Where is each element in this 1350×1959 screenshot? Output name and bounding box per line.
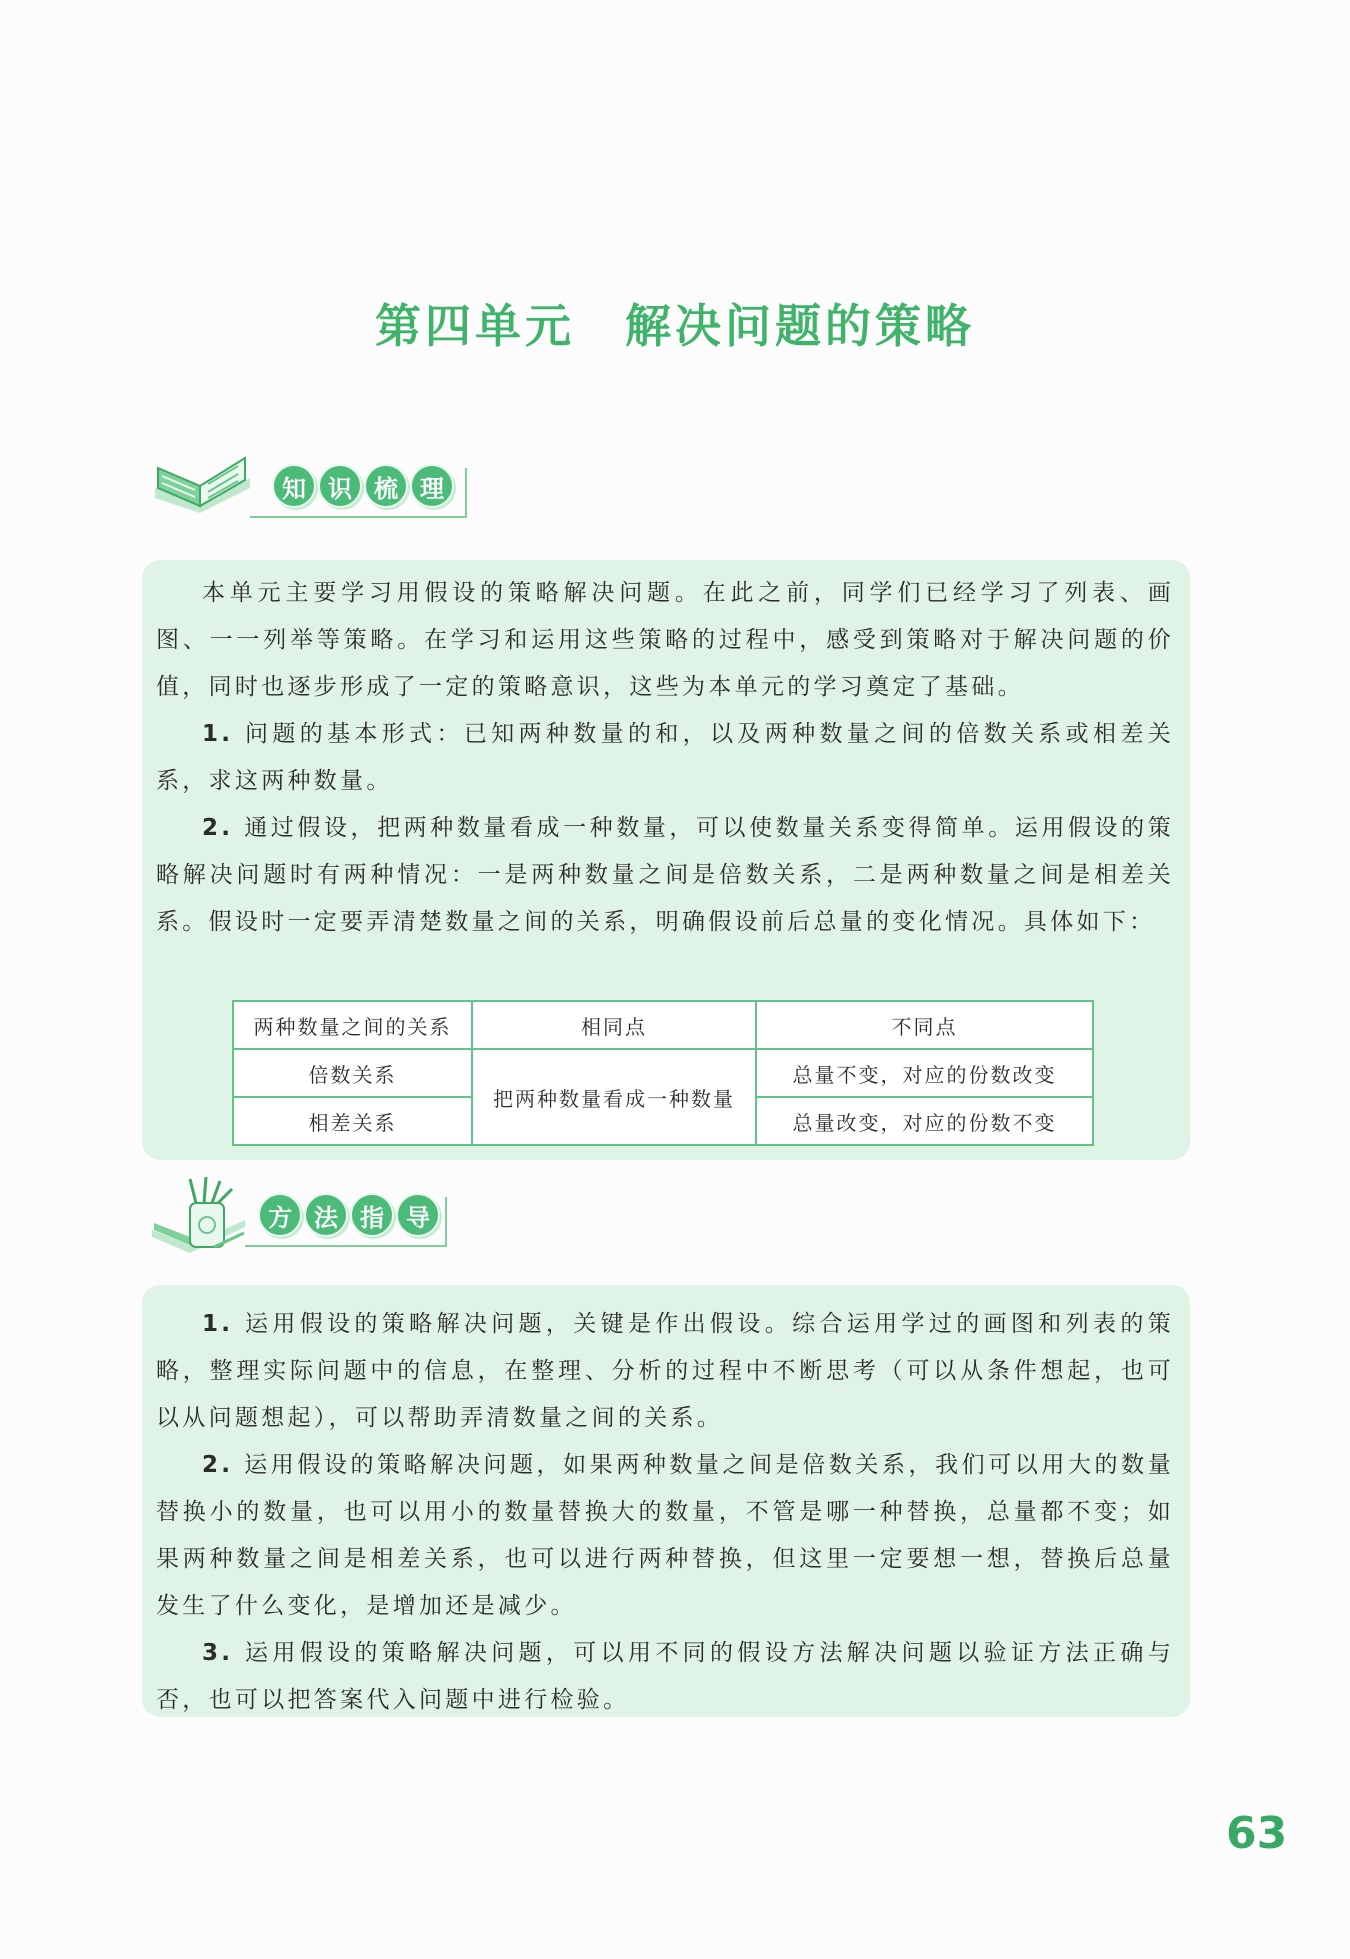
badge-char: 法 (304, 1193, 348, 1237)
page-number: 63 (1226, 1808, 1288, 1859)
method-point-1 (156, 1301, 1174, 1442)
badge-char: 理 (410, 464, 454, 508)
method-panel (142, 1285, 1190, 1717)
knowledge-panel (142, 560, 1190, 1160)
badge-char: 导 (396, 1193, 440, 1237)
pencil-cup-icon (150, 1175, 250, 1265)
knowledge-section-header (150, 448, 470, 538)
knowledge-point-2 (156, 805, 1174, 946)
point-text: 运用假设的策略解决问题，关键是作出假设。综合运用学过的画图和列表的策略，整理实际问题中的信息，在整理、分析的过程中不断思考（可以从条件想起，也可以从问题想起），可以帮助弄清数量之间的关系。 (156, 1311, 1174, 1431)
badge-char: 指 (350, 1193, 394, 1237)
open-book-icon (150, 448, 260, 528)
table-header: 两种数量之间的关系 (233, 1001, 472, 1049)
point-text: 通过假设，把两种数量看成一种数量，可以使数量关系变得简单。运用假设的策略解决问题时有两种情况：一是两种数量之间是倍数关系，二是两种数量之间是相差关系。假设时一定要弄清楚数量之间的关系，明确假设前后总量的变化情况。具体如下： (156, 815, 1174, 935)
relation-table (232, 1000, 1094, 1146)
badge-char: 识 (318, 464, 362, 508)
point-text: 运用假设的策略解决问题，如果两种数量之间是倍数关系，我们可以用大的数量替换小的数量，也可以用小的数量替换大的数量，不管是哪一种替换，总量都不变；如果两种数量之间是相差关系，也可以进行两种替换，但这里一定要想一想，替换后总量发生了什么变化，是增加还是减少。 (156, 1452, 1174, 1619)
knowledge-intro: 本单元主要学习用假设的策略解决问题。在此之前，同学们已经学习了列表、画图、一一列举等策略。在学习和运用这些策略的过程中，感受到策略对于解决问题的价值，同时也逐步形成了一定的策略意识，这些为本单元的学习奠定了基础。 (156, 580, 1174, 700)
knowledge-badges (272, 464, 454, 508)
table-cell-difference: 总量改变，对应的份数不变 (756, 1097, 1093, 1145)
table-header: 不同点 (756, 1001, 1093, 1049)
table-cell-relation: 倍数关系 (233, 1049, 472, 1097)
table-cell-difference: 总量不变，对应的份数改变 (756, 1049, 1093, 1097)
unit-title: 第四单元 解决问题的策略 (375, 299, 975, 353)
point-number: 1. (202, 1311, 234, 1337)
point-number: 2. (202, 815, 234, 841)
knowledge-point-1 (156, 711, 1174, 805)
badge-char: 梳 (364, 464, 408, 508)
badge-char: 方 (258, 1193, 302, 1237)
table-header: 相同点 (472, 1001, 756, 1049)
point-number: 2. (202, 1452, 234, 1478)
table-row (233, 1049, 1093, 1097)
point-number: 3. (202, 1640, 234, 1666)
badge-char: 知 (272, 464, 316, 508)
method-section-header (150, 1175, 450, 1265)
table-cell-common: 把两种数量看成一种数量 (472, 1049, 756, 1145)
point-text: 问题的基本形式：已知两种数量的和，以及两种数量之间的倍数关系或相差关系，求这两种数量。 (156, 721, 1174, 794)
point-number: 1. (202, 721, 234, 747)
table-header-row (233, 1001, 1093, 1049)
method-point-3 (156, 1630, 1174, 1724)
table-cell-relation: 相差关系 (233, 1097, 472, 1145)
method-badges (258, 1193, 440, 1237)
point-text: 运用假设的策略解决问题，可以用不同的假设方法解决问题以验证方法正确与否，也可以把答案代入问题中进行检验。 (156, 1640, 1174, 1713)
method-point-2 (156, 1442, 1174, 1630)
